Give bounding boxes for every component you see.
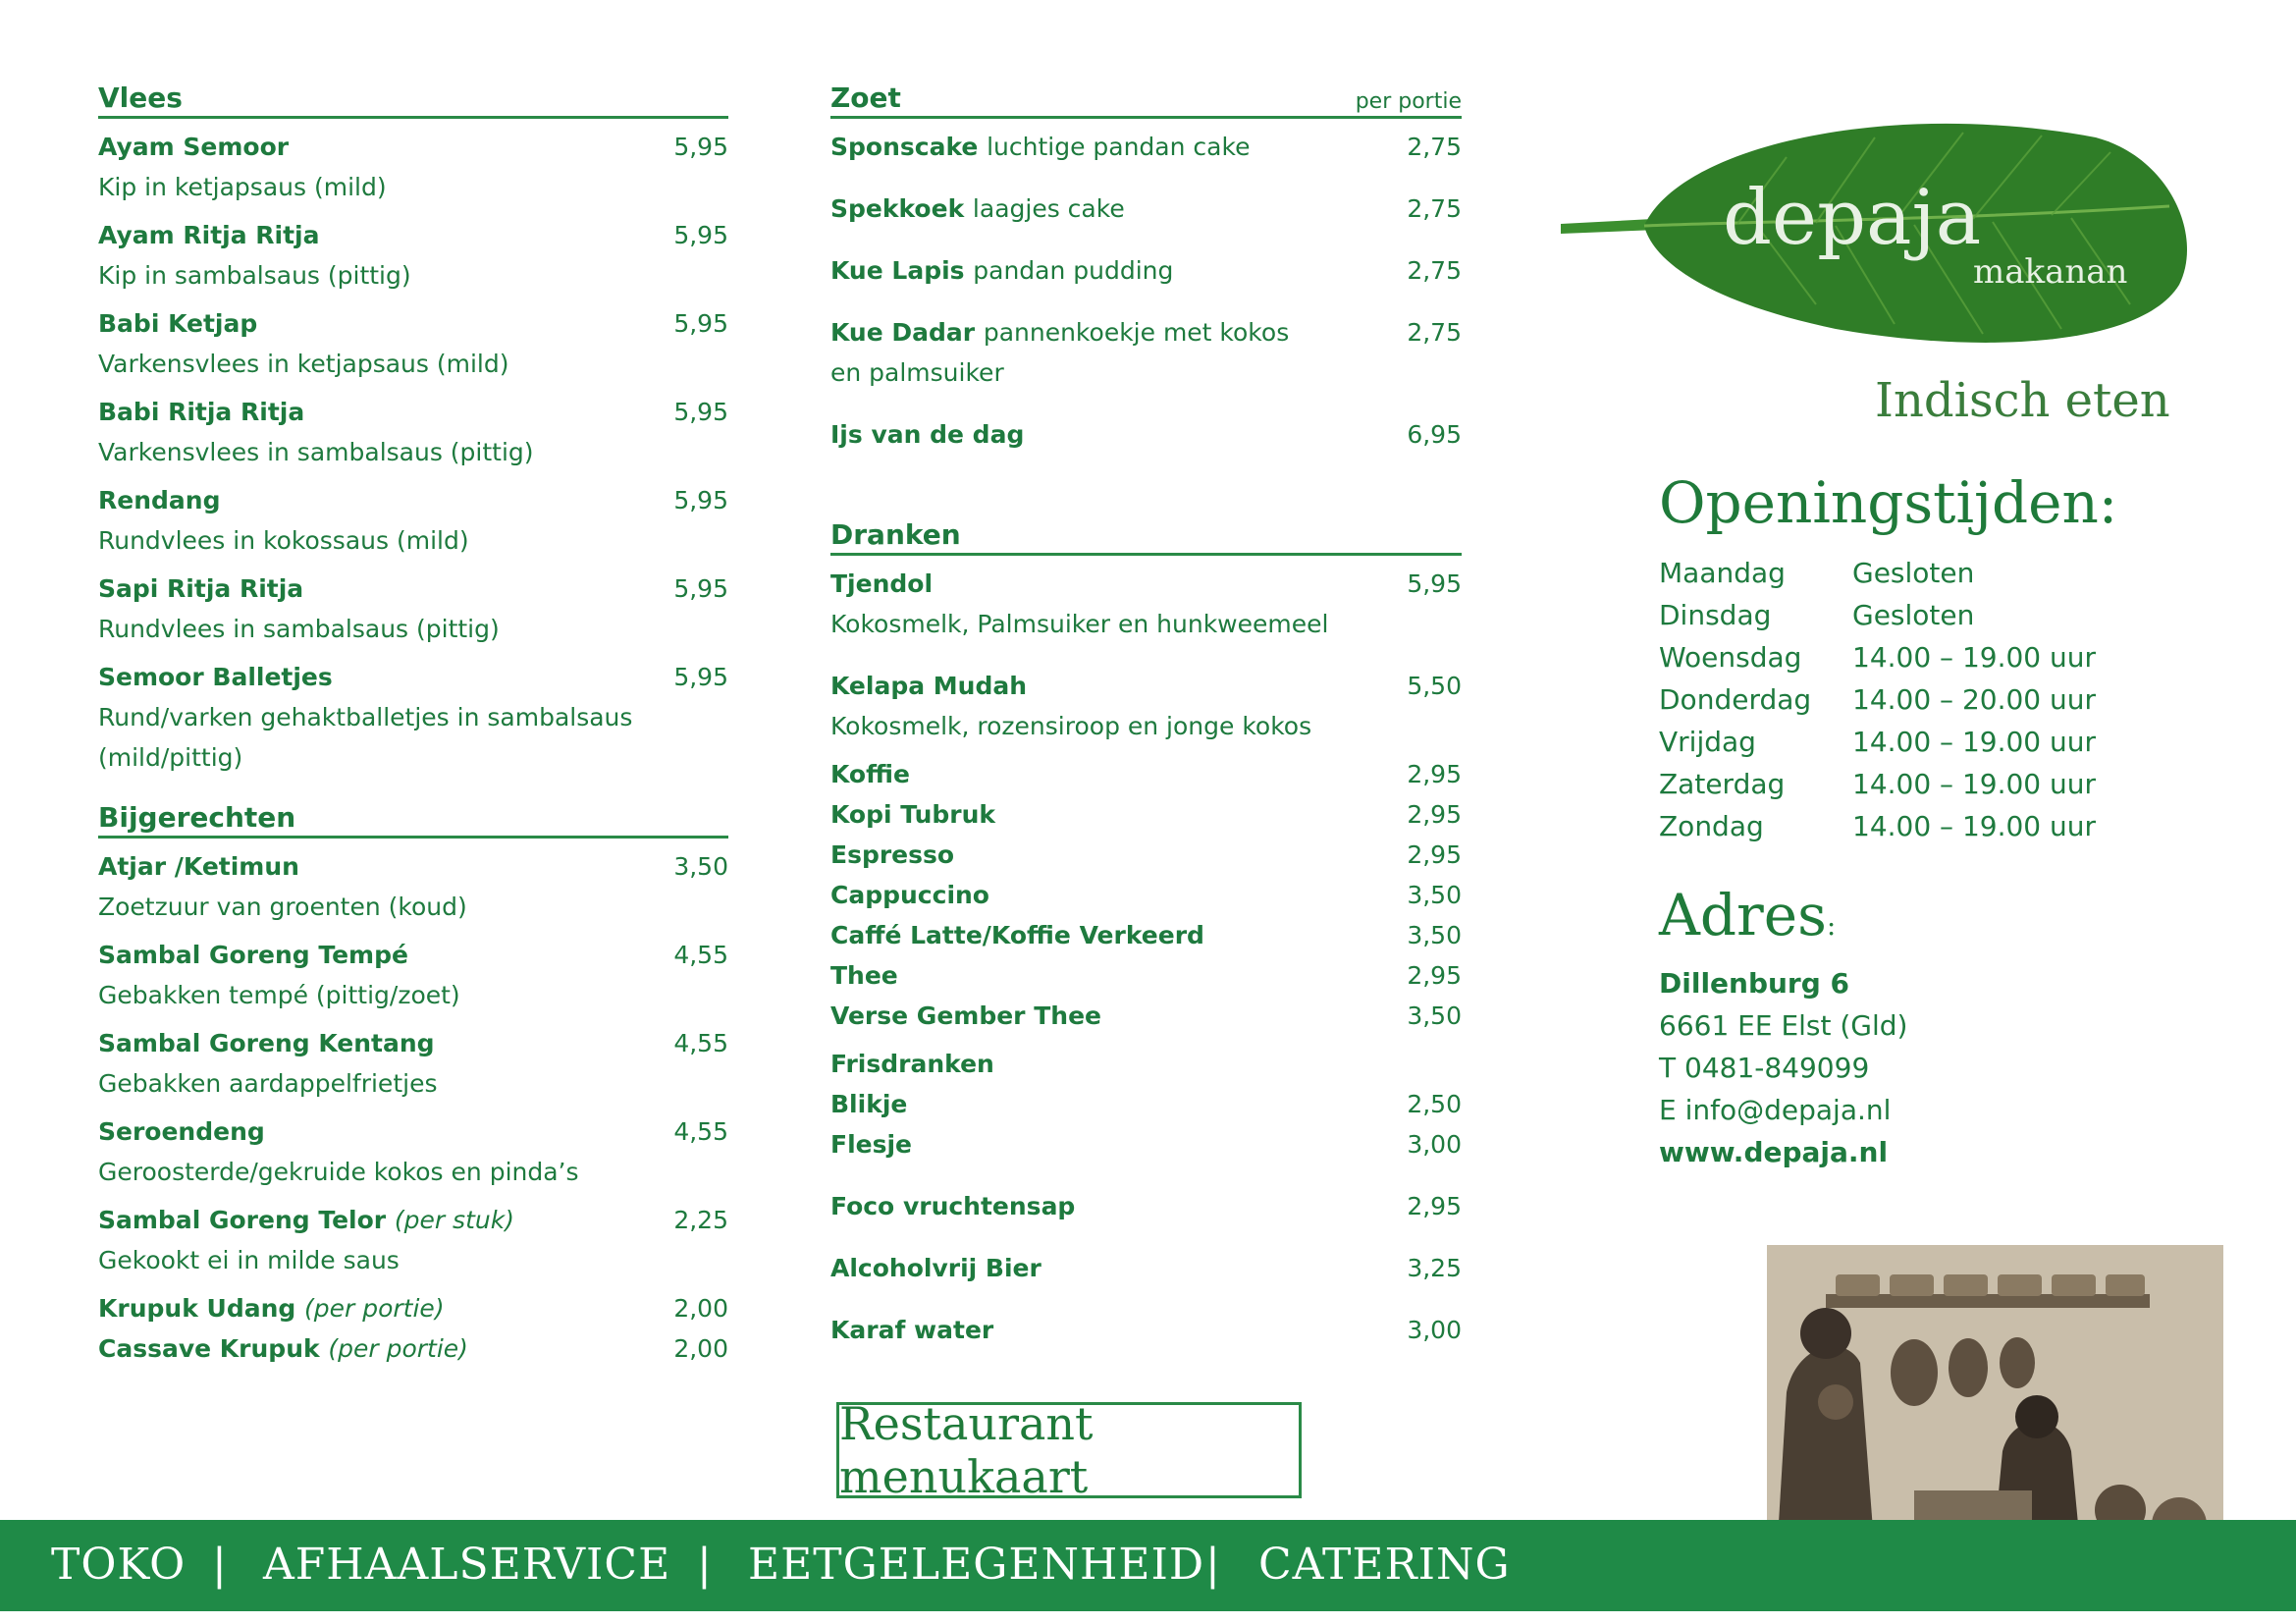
- section-title: Zoet: [830, 81, 901, 114]
- address-street: Dillenburg 6: [1659, 967, 1850, 1000]
- item-name: [830, 955, 898, 996]
- day-label: Woensdag: [1659, 641, 1802, 674]
- day-label: Zondag: [1659, 810, 1764, 842]
- hours-row: [1659, 636, 2096, 678]
- section-title: Vlees: [98, 81, 183, 114]
- item-row: [98, 1200, 728, 1240]
- item-name-text: Thee: [830, 961, 898, 990]
- item-name: Alcoholvrij Bier: [830, 1254, 1041, 1282]
- item-price: 2,95: [1407, 760, 1462, 788]
- hours-row: [1659, 594, 2096, 636]
- item-description: Kip in ketjapsaus (mild): [98, 173, 387, 201]
- item-name: [98, 303, 257, 344]
- item-price: 2,95: [1407, 961, 1462, 990]
- item-name-text: Koffie: [830, 760, 910, 788]
- footer-service-afhaalservice: AFHAALSERVICE: [263, 1540, 671, 1590]
- item-name-text: Sambal Goreng Telor: [98, 1206, 387, 1234]
- section-header-zoet: [830, 79, 1462, 119]
- item-price: 2,25: [673, 1206, 728, 1234]
- item-name-text: Verse Gember Thee: [830, 1001, 1101, 1030]
- restaurant-menukaart-banner: Restaurant menukaart: [836, 1402, 1302, 1498]
- item-name: [98, 1288, 445, 1328]
- item-price: 3,00: [1407, 1316, 1462, 1344]
- list-item: [98, 1023, 728, 1104]
- item-name-text: Tjendol: [830, 569, 934, 598]
- depaja-leaf-logo: [1561, 118, 2199, 353]
- list-item: [830, 794, 1462, 835]
- list-item: [830, 250, 1462, 291]
- item-price: 2,50: [1407, 1090, 1462, 1118]
- item-name: [830, 754, 910, 794]
- logo-subtext: makanan: [1973, 252, 2128, 292]
- item-price: 2,95: [1407, 840, 1462, 869]
- item-price: 5,95: [673, 133, 728, 161]
- item-name: [830, 1124, 912, 1164]
- item-price: 5,95: [1407, 569, 1462, 598]
- item-description: Zoetzuur van groenten (koud): [98, 893, 467, 921]
- item-price: 2,75: [1407, 133, 1462, 161]
- item-description: Kokosmelk, Palmsuiker en hunkweemeel: [830, 610, 1329, 638]
- hours-row: [1659, 763, 2096, 805]
- item-name-text: Espresso: [830, 840, 955, 869]
- item-row: [830, 250, 1462, 291]
- item-row: [830, 754, 1462, 794]
- day-label: Dinsdag: [1659, 599, 1772, 631]
- item-name: [830, 915, 1204, 955]
- item-name-text: Semoor Balletjes: [98, 663, 333, 691]
- item-row: [830, 189, 1462, 229]
- item-description: Kip in sambalsaus (pittig): [98, 261, 411, 290]
- item-price: 5,95: [673, 309, 728, 338]
- item-name: [830, 127, 1250, 167]
- item-price: 2,95: [1407, 1192, 1462, 1220]
- item-row: [830, 794, 1462, 835]
- item-row: [98, 935, 728, 975]
- item-name-text: Seroendeng: [98, 1117, 265, 1146]
- address-title-text: Adres: [1659, 882, 1827, 948]
- item-name-text: Ijs van de dag: [830, 420, 1025, 449]
- item-price: 3,50: [1407, 921, 1462, 949]
- item-row: [830, 1310, 1462, 1350]
- item-row: [98, 303, 728, 344]
- item-name: [98, 480, 220, 520]
- item-row: [830, 666, 1462, 706]
- column-left: [98, 79, 728, 1369]
- item-name: [830, 996, 1101, 1036]
- list-item: [98, 127, 728, 207]
- item-name-text: Atjar /Ketimun: [98, 852, 299, 881]
- list-item: [830, 1084, 1462, 1124]
- list-item: [830, 564, 1462, 644]
- item-row: [830, 915, 1462, 955]
- time-value: 14.00 – 19.00 uur: [1852, 768, 2097, 800]
- item-price: 2,75: [1407, 318, 1462, 347]
- time-value: 14.00 – 19.00 uur: [1852, 810, 2097, 842]
- hours-row: [1659, 552, 2096, 594]
- item-price: 3,25: [1407, 1254, 1462, 1282]
- item-row: [830, 875, 1462, 915]
- item-row: [830, 996, 1462, 1036]
- item-row: [98, 1328, 728, 1369]
- item-description: pannenkoekje met kokos: [983, 318, 1290, 347]
- item-description: Rundvlees in kokossaus (mild): [98, 526, 469, 555]
- time-value: 14.00 – 20.00 uur: [1852, 683, 2097, 716]
- item-price: 5,95: [673, 486, 728, 514]
- list-item: [830, 1186, 1462, 1226]
- item-description: Gebakken tempé (pittig/zoet): [98, 981, 460, 1009]
- footer-divider: |: [212, 1540, 228, 1590]
- item-row: [830, 564, 1462, 604]
- list-item: [98, 568, 728, 649]
- item-note: (per portie): [328, 1334, 468, 1363]
- list-item: [830, 1248, 1462, 1288]
- item-name: [98, 1023, 435, 1063]
- frisdranken-title: Frisdranken: [830, 1050, 994, 1078]
- item-row: [98, 392, 728, 432]
- item-price: 5,95: [673, 663, 728, 691]
- footer-divider: |: [1205, 1540, 1221, 1590]
- item-price: 5,95: [673, 574, 728, 603]
- item-row: [98, 1288, 728, 1328]
- item-row: [830, 1084, 1462, 1124]
- item-name: [830, 250, 1173, 291]
- item-name: Karaf water: [830, 1316, 994, 1344]
- day-label: Donderdag: [1659, 683, 1812, 716]
- item-description: (mild/pittig): [98, 743, 243, 772]
- item-name-text: Sambal Goreng Kentang: [98, 1029, 435, 1057]
- item-row: [830, 835, 1462, 875]
- list-item: [830, 1124, 1462, 1164]
- item-row: [830, 1186, 1462, 1226]
- item-description: Gekookt ei in milde saus: [98, 1246, 400, 1274]
- item-name-text: Blikje: [830, 1090, 908, 1118]
- item-name-text: Kue Dadar: [830, 318, 976, 347]
- item-name: [98, 846, 299, 887]
- item-description: pandan pudding: [973, 256, 1174, 285]
- item-row: [98, 846, 728, 887]
- item-name-text: Ayam Semoor: [98, 133, 290, 161]
- list-item: [98, 392, 728, 472]
- list-item: [98, 303, 728, 384]
- list-item: [98, 935, 728, 1015]
- opening-hours: [1659, 552, 2096, 847]
- footer-services-bar: [0, 1520, 2296, 1611]
- item-name-text: Kopi Tubruk: [830, 800, 996, 829]
- item-row: [98, 568, 728, 609]
- item-name: [98, 1200, 514, 1240]
- item-name-text: Babi Ketjap: [98, 309, 258, 338]
- list-item: [98, 1200, 728, 1280]
- list-item: [98, 1288, 728, 1328]
- item-price: 2,95: [1407, 800, 1462, 829]
- item-description: Varkensvlees in sambalsaus (pittig): [98, 438, 534, 466]
- item-price: 2,75: [1407, 194, 1462, 223]
- item-row: [830, 955, 1462, 996]
- day-label: Vrijdag: [1659, 726, 1756, 758]
- item-name: [830, 794, 995, 835]
- footer-service-toko: TOKO: [51, 1540, 187, 1590]
- address-title: Adres:: [1659, 882, 1837, 948]
- item-name: [830, 875, 989, 915]
- item-name-text: Cassave Krupuk: [98, 1334, 320, 1363]
- item-name-text: Kelapa Mudah: [830, 672, 1028, 700]
- item-description: Varkensvlees in ketjapsaus (mild): [98, 350, 509, 378]
- address-phone: T 0481-849099: [1659, 1052, 1870, 1084]
- time-value: 14.00 – 19.00 uur: [1852, 641, 2097, 674]
- item-name: [98, 392, 304, 432]
- item-row: [830, 1248, 1462, 1288]
- day-label: Maandag: [1659, 557, 1786, 589]
- list-item: [830, 189, 1462, 229]
- section-note: per portie: [1355, 89, 1462, 114]
- item-name: [98, 215, 320, 255]
- item-price: 4,55: [673, 941, 728, 969]
- footer-divider: |: [697, 1540, 713, 1590]
- list-item: [830, 996, 1462, 1036]
- item-name: [98, 568, 303, 609]
- list-item: [830, 666, 1462, 746]
- item-row: [830, 1124, 1462, 1164]
- item-row: [98, 1023, 728, 1063]
- item-name-text: Flesje: [830, 1130, 913, 1159]
- item-description: luchtige pandan cake: [987, 133, 1251, 161]
- time-value: Gesloten: [1852, 557, 1975, 589]
- item-name: [830, 1084, 907, 1124]
- list-item: [830, 955, 1462, 996]
- item-row: [830, 127, 1462, 167]
- item-name: [830, 312, 1289, 352]
- item-row: [830, 312, 1462, 352]
- list-item: [830, 875, 1462, 915]
- footer-service-catering: CATERING: [1258, 1540, 1511, 1590]
- item-name: [830, 564, 933, 604]
- item-price: 4,55: [673, 1117, 728, 1146]
- item-row: [830, 414, 1462, 455]
- item-price: 2,00: [673, 1294, 728, 1323]
- tagline: Indisch eten: [1875, 373, 2170, 428]
- item-name-text: Sambal Goreng Tempé: [98, 941, 408, 969]
- day-label: Zaterdag: [1659, 768, 1786, 800]
- list-item: [98, 846, 728, 927]
- item-name-text: Ayam Ritja Ritja: [98, 221, 320, 249]
- item-name-text: Rendang: [98, 486, 221, 514]
- item-row: [98, 657, 728, 697]
- item-description: Geroosterde/gekruide kokos en pinda’s: [98, 1158, 579, 1186]
- time-value: 14.00 – 19.00 uur: [1852, 726, 2097, 758]
- item-price: 3,50: [673, 852, 728, 881]
- item-price: 5,95: [673, 398, 728, 426]
- item-note: (per stuk): [394, 1206, 514, 1234]
- item-price: 5,95: [673, 221, 728, 249]
- item-price: 3,50: [1407, 881, 1462, 909]
- item-price: 2,75: [1407, 256, 1462, 285]
- item-name: Foco vruchtensap: [830, 1192, 1076, 1220]
- item-name-text: Babi Ritja Ritja: [98, 398, 305, 426]
- column-middle: [830, 79, 1462, 1350]
- list-item: [98, 657, 728, 778]
- list-item: [830, 127, 1462, 167]
- address-website: www.depaja.nl: [1659, 1136, 1889, 1168]
- item-name-text: Spekkoek: [830, 194, 965, 223]
- list-item: [98, 1111, 728, 1192]
- item-name: [98, 657, 333, 697]
- list-item: [830, 754, 1462, 794]
- item-name-text: Sapi Ritja Ritja: [98, 574, 304, 603]
- section-header-dranken: [830, 515, 1462, 556]
- item-description: Gebakken aardappelfrietjes: [98, 1069, 438, 1098]
- hours-row: [1659, 805, 2096, 847]
- item-price: 3,50: [1407, 1001, 1462, 1030]
- list-item: [98, 480, 728, 561]
- item-row: [98, 215, 728, 255]
- list-item: [98, 215, 728, 296]
- item-price: 3,00: [1407, 1130, 1462, 1159]
- list-item: [830, 414, 1462, 455]
- section-title: Bijgerechten: [98, 801, 296, 834]
- item-description: laagjes cake: [972, 194, 1125, 223]
- item-price: 4,55: [673, 1029, 728, 1057]
- item-row: [98, 1111, 728, 1152]
- item-price: 5,50: [1407, 672, 1462, 700]
- item-name: [830, 414, 1024, 455]
- item-name-text: Sponscake: [830, 133, 979, 161]
- hours-row: [1659, 678, 2096, 721]
- list-item: [98, 1328, 728, 1369]
- vintage-family-kitchen-photo: [1767, 1245, 2223, 1555]
- item-name: [98, 935, 408, 975]
- opening-hours-title: Openingstijden:: [1659, 469, 2118, 536]
- list-item: [830, 915, 1462, 955]
- footer-service-eetgelegenheid: EETGELEGENHEID: [748, 1540, 1205, 1590]
- item-note: (per portie): [304, 1294, 445, 1323]
- section-header-bijgerechten: [98, 798, 728, 839]
- item-name-text: Krupuk Udang: [98, 1294, 296, 1323]
- address-city: 6661 EE Elst (Gld): [1659, 1009, 1908, 1042]
- item-name: [830, 666, 1027, 706]
- item-name: [830, 835, 954, 875]
- item-description: en palmsuiker: [830, 358, 1004, 387]
- list-item: [830, 1044, 1462, 1084]
- address-email: E info@depaja.nl: [1659, 1094, 1892, 1126]
- address-block: [1659, 962, 1907, 1173]
- list-item: [830, 1310, 1462, 1350]
- section-title: Dranken: [830, 518, 961, 551]
- list-item: [830, 835, 1462, 875]
- item-row: [98, 127, 728, 167]
- item-row: [98, 480, 728, 520]
- item-description: Rund/varken gehaktballetjes in sambalsaus: [98, 703, 633, 731]
- item-name: [98, 1111, 265, 1152]
- item-name-text: Kue Lapis: [830, 256, 965, 285]
- time-value: Gesloten: [1852, 599, 1975, 631]
- logo-text: depaja: [1723, 174, 1982, 262]
- item-price: 6,95: [1407, 420, 1462, 449]
- item-description: Rundvlees in sambalsaus (pittig): [98, 615, 500, 643]
- item-name: [98, 1328, 468, 1369]
- section-header-vlees: [98, 79, 728, 119]
- item-price: 2,00: [673, 1334, 728, 1363]
- item-name-text: Cappuccino: [830, 881, 989, 909]
- hours-row: [1659, 721, 2096, 763]
- item-name-text: Caffé Latte/Koffie Verkeerd: [830, 921, 1204, 949]
- item-description: Kokosmelk, rozensiroop en jonge kokos: [830, 712, 1312, 740]
- item-name: [98, 127, 289, 167]
- list-item: [830, 312, 1462, 393]
- item-name: [830, 189, 1125, 229]
